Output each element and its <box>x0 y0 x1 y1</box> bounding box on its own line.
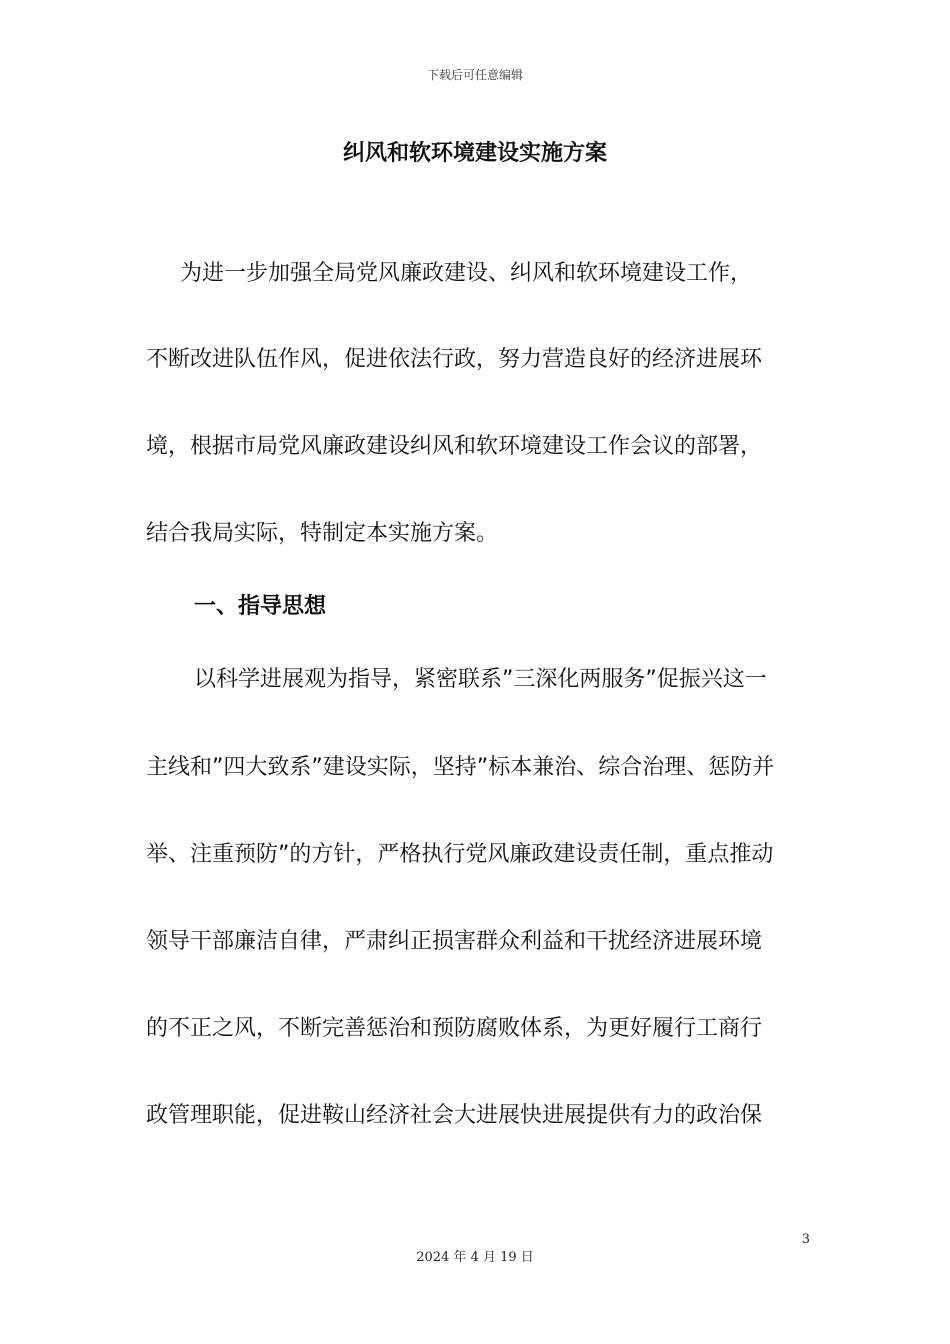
footer-date: 2024 年 4 月 19 日 <box>416 1250 534 1265</box>
document-title: 纠风和软环境建设实施方案 <box>342 141 607 166</box>
header-note: 下载后可任意编辑 <box>426 68 523 82</box>
paragraph-line: 主线和”四大致系”建设实际，坚持”标本兼治、综合治理、惩防并 <box>146 755 775 780</box>
paragraph-line: 结合我局实际，特制定本实施方案。 <box>146 521 499 546</box>
paragraph-line: 政管理职能，促进鞍山经济社会大进展快进展提供有力的政治保 <box>146 1103 763 1128</box>
paragraph-line: 的不正之风，不断完善惩治和预防腐败体系，为更好履行工商行 <box>146 1016 763 1041</box>
paragraph-line: 境，根据市局党风廉政建设纠风和软环境建设工作会议的部署， <box>146 434 763 459</box>
paragraph-line: 领导干部廉洁自律，严肃纠正损害群众利益和干扰经济进展环境 <box>146 929 763 954</box>
paragraph-line: 不断改进队伍作风，促进依法行政，努力营造良好的经济进展环 <box>146 347 763 372</box>
paragraph-line: 以科学进展观为指导，紧密联系”三深化两服务”促振兴这一 <box>194 667 767 692</box>
section-heading: 一、指导思想 <box>194 594 327 619</box>
page-number: 3 <box>801 1232 810 1247</box>
paragraph-line: 举、注重预防”的方针，严格执行党风廉政建设责任制，重点推动 <box>146 842 774 867</box>
paragraph-line: 为进一步加强全局党风廉政建设、纠风和软环境建设工作， <box>180 261 753 286</box>
